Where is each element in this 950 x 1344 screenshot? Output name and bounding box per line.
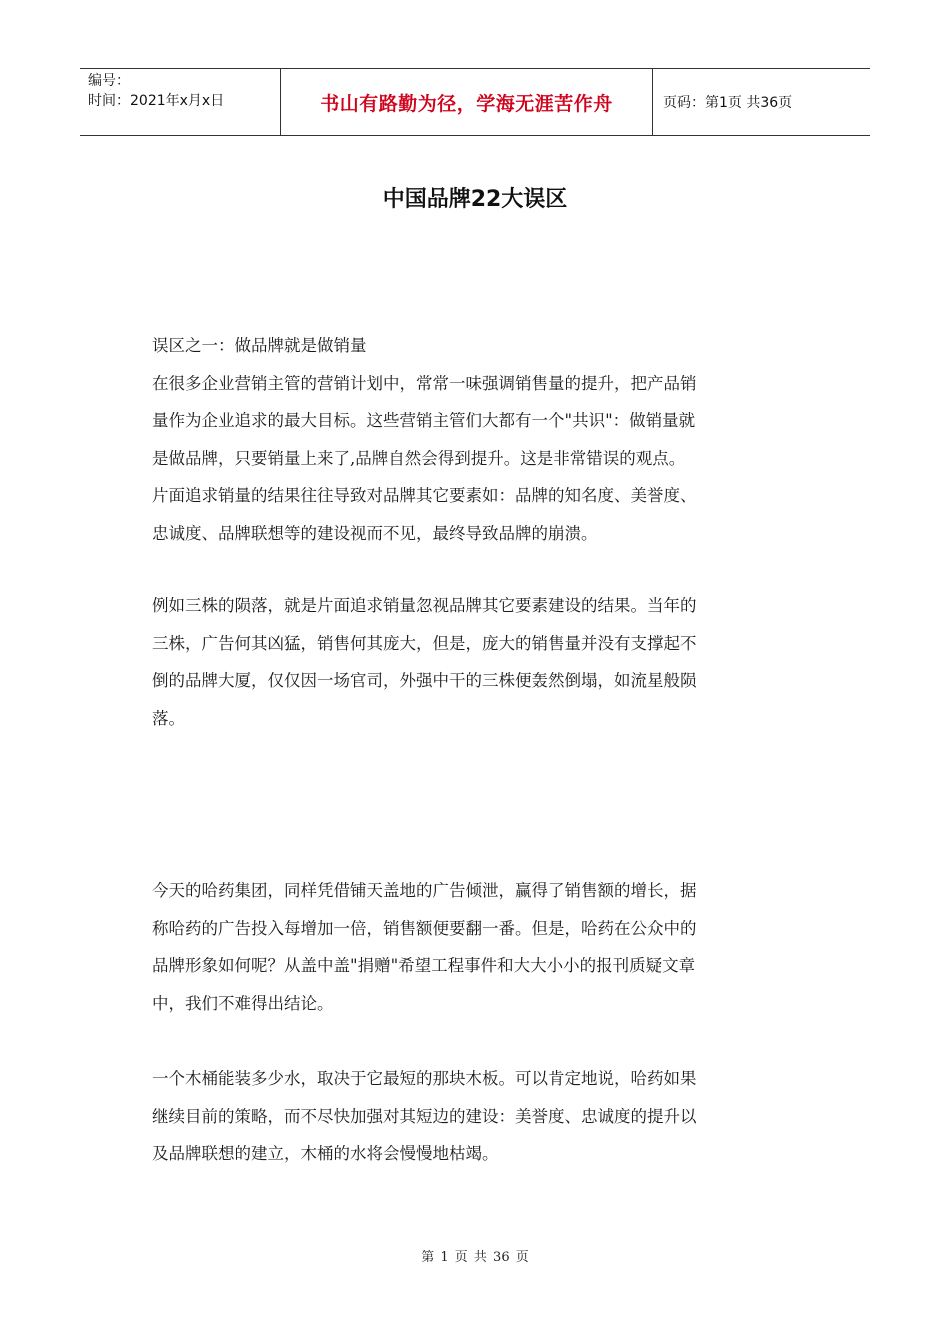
paragraph-line: 今天的哈药集团，同样凭借铺天盖地的广告倾泄，赢得了销售额的增长，据 [152,881,697,900]
paragraph-line: 品牌形象如何呢？从盖中盖"捐赠"希望工程事件和大大小小的报刊质疑文章 [152,956,696,975]
header-meta [80,69,281,135]
paragraph-line: 三株，广告何其凶猛，销售何其庞大，但是，庞大的销售量并没有支撑起不 [152,633,697,653]
paragraph-line: 中，我们不难得出结论。 [152,993,334,1013]
paragraph-line: 误区之一：做品牌就是做销量 [152,336,367,355]
paragraph-3 [152,872,802,1022]
paragraph-line: 在很多企业营销主管的营销计划中，常常一味强调销售量的提升，把产品销 [152,373,697,393]
paragraph-line: 一个木桶能装多少水，取决于它最短的那块木板。可以肯定地说，哈药如果 [152,1069,697,1088]
paragraph-1 [152,327,802,552]
paragraph-line: 落。 [152,708,185,728]
paragraph-line: 倒的品牌大厦，仅仅因一场官司，外强中干的三株便轰然倒塌，如流星般陨 [152,671,697,690]
document-title: 中国品牌22大误区 [382,187,568,212]
paragraph-line: 量作为企业追求的最大目标。这些营销主管们大都有一个"共识"：做销量就 [152,411,696,430]
date-label: 时间：2021年x月x日 [88,93,225,109]
page-footer: 第 1 页 共 36 页 [421,1250,529,1265]
document-header [80,68,870,136]
paragraph-line: 继续目前的策略，而不尽快加强对其短边的建设：美誉度、忠诚度的提升以 [152,1106,697,1126]
paragraph-line: 片面追求销量的结果往往导致对品牌其它要素如：品牌的知名度、美誉度、 [152,486,697,505]
paragraph-2 [152,587,802,737]
paragraph-line: 称哈药的广告投入每增加一倍，销售额便要翻一番。但是，哈药在公众中的 [152,918,697,938]
paragraph-line: 及品牌联想的建立，木桶的水将会慢慢地枯竭。 [152,1144,499,1163]
paragraph-line: 例如三株的陨落，就是片面追求销量忽视品牌其它要素建设的结果。当年的 [152,596,697,615]
number-label: 编号： [88,73,130,89]
header-motto: 书山有路勤为径，学海无涯苦作舟 [281,69,653,135]
paragraph-line: 忠诚度、品牌联想等的建设视而不见，最终导致品牌的崩溃。 [152,523,598,543]
header-page-info: 页码：第1页 共36页 [663,95,793,111]
paragraph-4 [152,1060,802,1173]
paragraph-line: 是做品牌，只要销量上来了,品牌自然会得到提升。这是非常错误的观点。 [152,448,686,468]
